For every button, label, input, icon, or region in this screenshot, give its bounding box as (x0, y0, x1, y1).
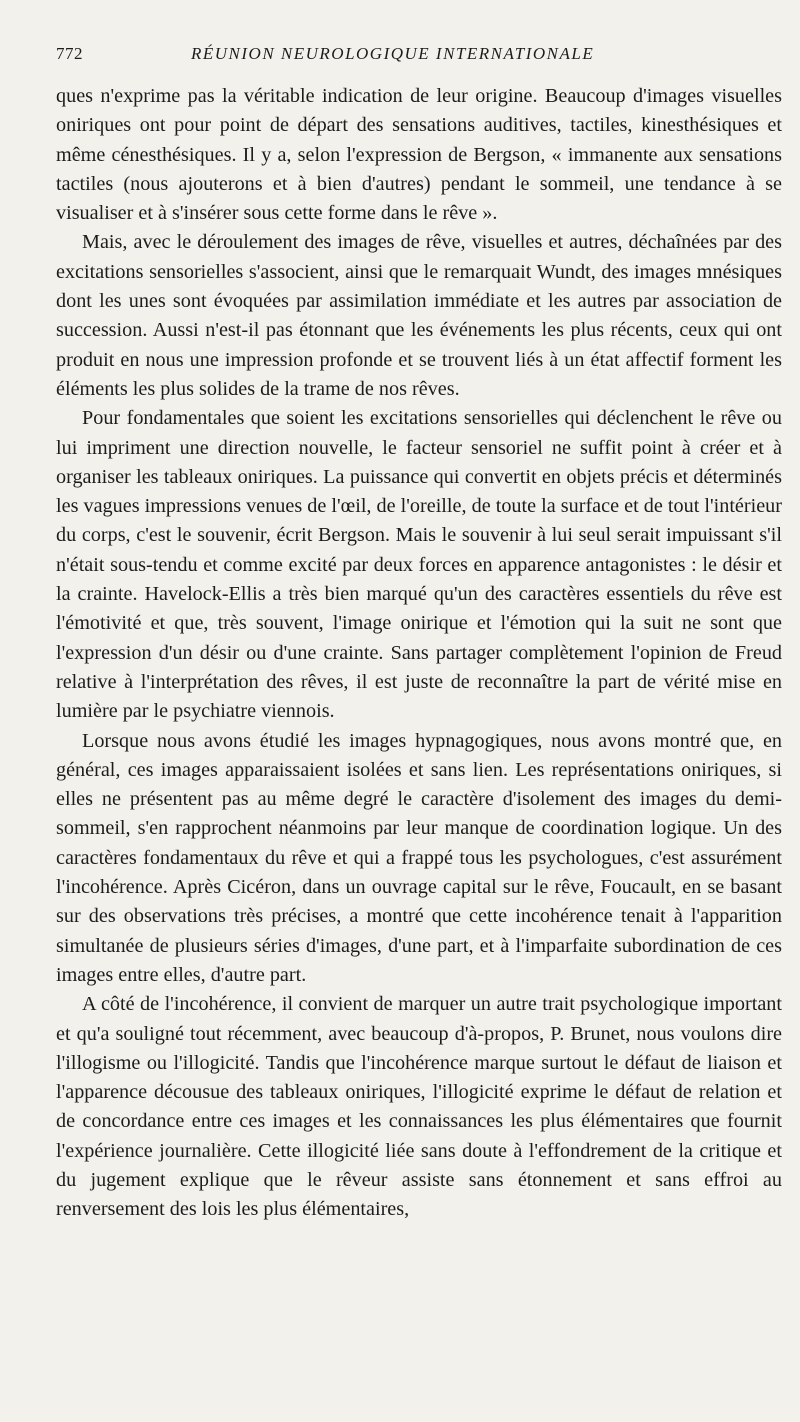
paragraph-1: ques n'exprime pas la véritable indication de leur origine. Beaucoup d'images visuelles oniriques ont pour point de départ des sensations auditives, tactiles, kinesthésiques et même cénesthésiques. Il y a, selon l'expression de Bergson, « immanente aux sensations tactiles (nous ajouterons et à bien d'autres) pendant le sommeil, une tendance à se visualiser et à s'insérer sous cette forme dans le rêve ». (56, 85, 782, 225)
page-header (56, 44, 780, 74)
paragraph-4: Lorsque nous avons étudié les images hypnagogiques, nous avons montré que, en général, ces images apparaissaient isolées et sans lien. Les représentations oniriques, si elles ne présentent pas au même degré le caractère d'isolement des images du demi-sommeil, s'en rapprochent néanmoins par leur manque de coordination logique. Un des caractères fondamentaux du rêve et qui a frappé tous les psychologues, c'est assurément l'incohérence. Après Cicéron, dans un ouvrage capital sur le rêve, Foucault, en se basant sur des observations très précises, a montré que cette incohérence tenait à l'apparition simultanée de plusieurs séries d'images, d'une part, et à l'imparfaite subordination de ces images entre elles, d'autre part. (56, 729, 782, 986)
page-number: 772 (56, 44, 83, 63)
running-head: RÉUNION NEUROLOGIQUE INTERNATIONALE (191, 44, 595, 63)
body-text (56, 82, 782, 1225)
paragraph-2: Mais, avec le déroulement des images de rêve, visuelles et autres, déchaînées par des excitations sensorielles s'associent, ainsi que le remarquait Wundt, des images mnésiques dont les unes sont évoquées par assimilation immédiate et les autres par association de succession. Aussi n'est-il pas étonnant que les événements les plus récents, ceux qui ont produit en nous une impression profonde et se trouvent liés à un état affectif forment les éléments les plus solides de la trame de nos rêves. (56, 231, 782, 400)
paragraph-3: Pour fondamentales que soient les excitations sensorielles qui déclenchent le rêve ou lui impriment une direction nouvelle, le facteur sensoriel ne suffit point à créer et à organiser les tableaux oniriques. La puissance qui convertit en objets précis et déterminés les vagues impressions venues de l'œil, de l'oreille, de toute la surface et de tout l'intérieur du corps, c'est le souvenir, écrit Bergson. Mais le souvenir à lui seul serait impuissant s'il n'était sous-tendu et comme excité par deux forces en apparence antagonistes : le désir et la crainte. Havelock-Ellis a très bien marqué qu'un des caractères essentiels du rêve est l'émotivité et que, très souvent, l'image onirique et l'émotion qui la suit ne sont que l'expression d'un désir ou d'une crainte. Sans partager complètement l'opinion de Freud relative à l'interprétation des rêves, il est juste de reconnaître la part de vérité mise en lumière par le psychiatre viennois. (56, 407, 782, 723)
paragraph-5: A côté de l'incohérence, il convient de marquer un autre trait psychologique important et qu'a souligné tout récemment, avec beaucoup d'à-propos, P. Brunet, nous voulons dire l'illogisme ou l'illogicité. Tandis que l'incohérence marque surtout le défaut de liaison et l'apparence décousue des tableaux oniriques, l'illogicité exprime le défaut de relation et de concordance entre ces images et les connaissances les plus élémentaires que fournit l'expérience journalière. Cette illogicité liée sans doute à l'effondrement de la critique et du jugement explique que le rêveur assiste sans étonnement et sans effroi au renversement des lois les plus élémentaires, (56, 993, 782, 1221)
